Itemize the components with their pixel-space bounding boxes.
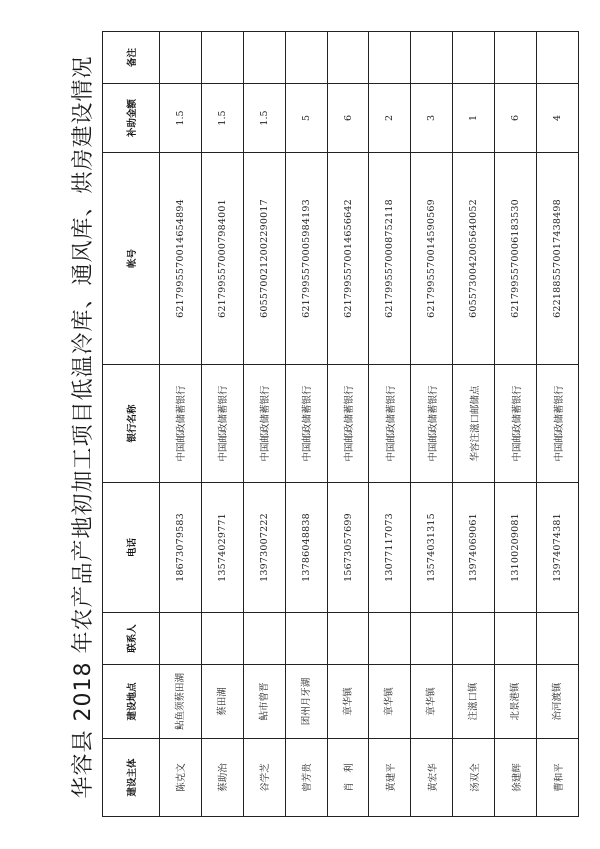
header-amount: 补助金额 [103,84,160,153]
cell-phone: 13974074381 [537,483,579,613]
cell-contact [201,613,243,665]
cell-account: 6217995570006183530 [495,153,537,365]
cell-contact [495,613,537,665]
cell-note [285,32,327,84]
cell-note [369,32,411,84]
cell-note [201,32,243,84]
table-row [243,32,285,817]
cell-amount: 5 [285,84,327,153]
cell-note [327,32,369,84]
cell-account: 6055700212002290017 [243,153,285,365]
cell-account: 6217995570008752118 [369,153,411,365]
cell-account: 6217995570014590569 [411,153,453,365]
cell-entity: 曾芳贵 [285,739,327,817]
cell-entity: 徐建辉 [495,739,537,817]
cell-phone: 15673057699 [327,483,369,613]
cell-phone: 18673079583 [160,483,202,613]
cell-contact [537,613,579,665]
cell-location: 章华镇 [411,665,453,739]
cell-location: 北景港镇 [495,665,537,739]
cell-contact [243,613,285,665]
cell-location: 鲇鱼须蔡田湖 [160,665,202,739]
cell-bank: 中国邮政储蓄银行 [411,365,453,483]
table-row [495,32,537,817]
cell-amount: 1.5 [243,84,285,153]
cell-contact [369,613,411,665]
cell-account: 6055730042005640052 [453,153,495,365]
cell-bank: 中国邮政储蓄银行 [285,365,327,483]
cell-amount: 2 [369,84,411,153]
cell-contact [285,613,327,665]
header-entity: 建设主体 [103,739,160,817]
cell-entity: 曹和平 [537,739,579,817]
cell-bank: 中国邮政储蓄银行 [537,365,579,483]
cell-note [411,32,453,84]
cell-contact [453,613,495,665]
header-bank: 银行名称 [103,365,160,483]
cell-contact [160,613,202,665]
cell-contact [327,613,369,665]
cell-location: 团州月牙湖 [285,665,327,739]
cell-entity: 黄宏华 [411,739,453,817]
cell-note [243,32,285,84]
header-location: 建设地点 [103,665,160,739]
cell-account: 6217995570014656642 [327,153,369,365]
table-row [453,32,495,817]
cell-note [537,32,579,84]
cell-amount: 1 [453,84,495,153]
cell-note [453,32,495,84]
cell-phone: 13100209081 [495,483,537,613]
cell-note [495,32,537,84]
cell-phone: 13574031315 [411,483,453,613]
cell-location: 章华镇 [327,665,369,739]
cell-amount: 3 [411,84,453,153]
cell-bank: 华容注滋口邮储点 [453,365,495,483]
cell-location: 治河渡镇 [537,665,579,739]
cell-phone: 13077117073 [369,483,411,613]
cell-location: 章华镇 [369,665,411,739]
cell-bank: 中国邮政储蓄银行 [160,365,202,483]
cell-account: 6217995570007984001 [201,153,243,365]
table-row [369,32,411,817]
cell-bank: 中国邮政储蓄银行 [327,365,369,483]
cell-bank: 中国邮政储蓄银行 [243,365,285,483]
cell-bank: 中国邮政储蓄银行 [369,365,411,483]
cell-bank: 中国邮政储蓄银行 [495,365,537,483]
cell-phone: 13973007222 [243,483,285,613]
table-header-row [103,32,160,817]
cell-account: 6217995570005984193 [285,153,327,365]
table-row [201,32,243,817]
header-account: 帐号 [103,153,160,365]
document-title: 华容县 2018 年农产品产地初加工项目低温冷库、通风库、烘房建设情况 [71,55,96,799]
cell-entity: 蔡助治 [201,739,243,817]
table-row [285,32,327,817]
header-note: 备注 [103,32,160,84]
cell-entity: 汤双全 [453,739,495,817]
cell-entity: 陈克文 [160,739,202,817]
cell-phone: 13974069061 [453,483,495,613]
cell-amount: 6 [495,84,537,153]
cell-bank: 中国邮政储蓄银行 [201,365,243,483]
subsidy-table [102,31,579,817]
cell-account: 6221885570017438498 [537,153,579,365]
cell-location: 注滋口镇 [453,665,495,739]
header-contact: 联系人 [103,613,160,665]
cell-amount: 1.5 [160,84,202,153]
table-row [160,32,202,817]
cell-phone: 13786048838 [285,483,327,613]
table-row [411,32,453,817]
cell-account: 6217995570014654894 [160,153,202,365]
header-phone: 电话 [103,483,160,613]
cell-amount: 1.5 [201,84,243,153]
cell-amount: 6 [327,84,369,153]
cell-amount: 4 [537,84,579,153]
cell-phone: 13574029771 [201,483,243,613]
cell-entity: 黄建平 [369,739,411,817]
table-row [537,32,579,817]
cell-contact [411,613,453,665]
cell-entity: 谷学芝 [243,739,285,817]
table-row [327,32,369,817]
cell-note [160,32,202,84]
cell-location: 蔡田湖 [201,665,243,739]
cell-entity: 肖 利 [327,739,369,817]
cell-location: 鲇市曾晋 [243,665,285,739]
